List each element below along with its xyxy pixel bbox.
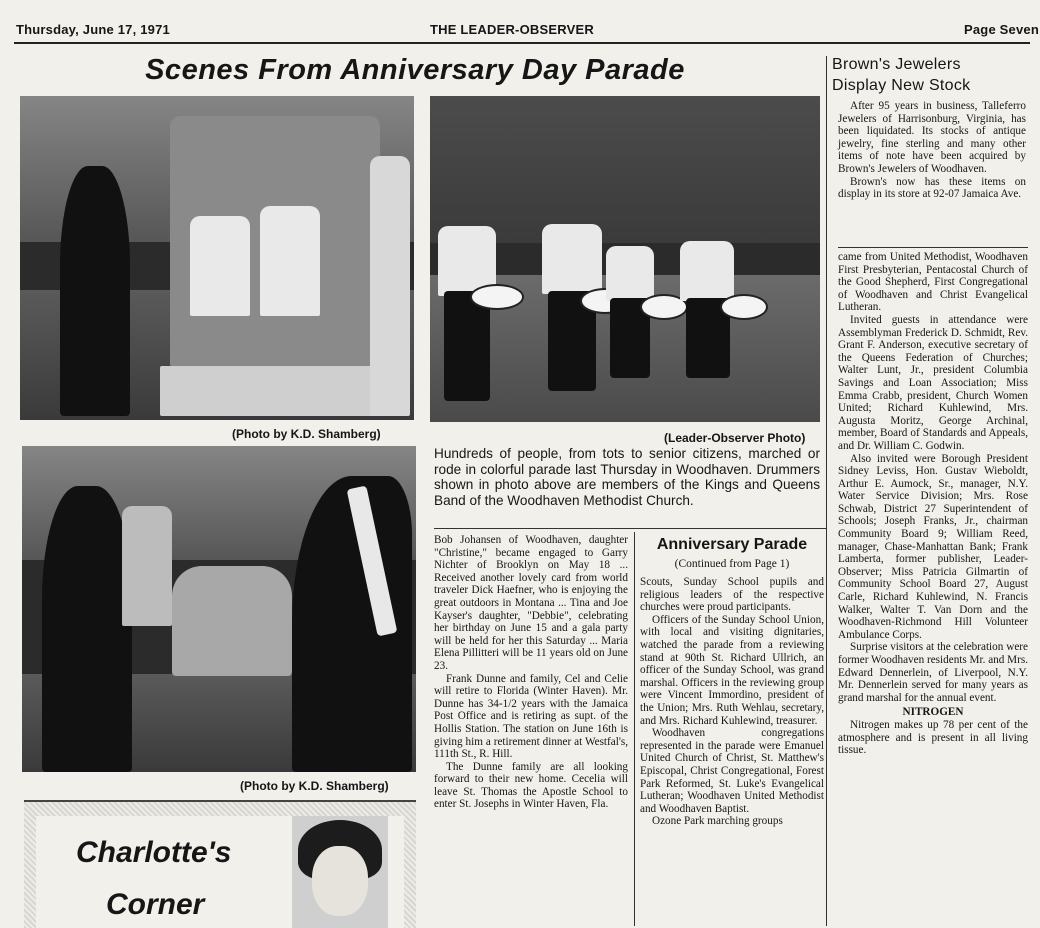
photo-credit-3: (Photo by K.D. Shamberg) <box>240 779 389 793</box>
nitrogen-title: NITROGEN <box>902 706 964 719</box>
browns-title-line1: Brown's Jewelers <box>832 56 961 73</box>
photo-credit-2: (Leader-Observer Photo) <box>664 431 806 445</box>
header-rule <box>14 42 1030 44</box>
paper-name: THE LEADER-OBSERVER <box>430 22 594 37</box>
charlotte-title-line1: Charlotte's <box>76 836 232 869</box>
column-divider <box>634 532 635 926</box>
anniversary-title: Anniversary Parade <box>656 536 808 553</box>
browns-paragraph: Brown's now has these items on display in its store at 92-07 Jamaica Ave. <box>838 175 1026 201</box>
section-rule <box>434 528 826 529</box>
browns-title <box>832 54 1032 96</box>
anniversary-paragraph: Scouts, Sunday School pupils and religious leaders of the respective churches were proud participants. <box>640 576 824 614</box>
social-column <box>434 534 628 811</box>
guests-article <box>838 251 1028 757</box>
nitrogen-text: Nitrogen makes up 78 per cent of the atmosphere and is present in all living tissue. <box>838 718 1028 757</box>
continued-note: (Continued from Page 1) <box>674 558 790 570</box>
page-headline: Scenes From Anniversary Day Parade <box>145 54 685 86</box>
column-divider-right <box>826 56 827 926</box>
browns-paragraph: After 95 years in business, Talleferro Jewelers of Harrisonburg, Virginia, has been liquidated. Its stocks of antique jewelry, fine sterling and many other items of note have been acquired by Brown's Jewelers of Woodhaven. <box>838 100 1026 175</box>
guests-paragraph: Invited guests in attendance were Assemblyman Frederick D. Schmidt, Rev. Grant F. Anderson, executive secretary of the Queens Federation of Churches; Walter Lunt, Jr., president Columbia Savings and Loan Association; Miss Emma Crabb, president, Church Women United; Richard Kuhlewind, Mrs. Augusta Moritz, George Archinal, member, Board of Standards and Appeals, and Dr. William C. Godwin. <box>838 313 1028 452</box>
browns-title-line2: Display New Stock <box>832 77 971 94</box>
charlottes-corner-box <box>24 800 416 928</box>
guests-paragraph: Surprise visitors at the celebration were former Woodhaven residents Mr. and Mrs. Edward Dennerlein, of Liverpool, N.Y. Mr. Dennerlein served for many years as grand marshal for the annual event. <box>838 641 1028 704</box>
browns-article <box>838 100 1026 201</box>
photo-credit-1: (Photo by K.D. Shamberg) <box>232 427 381 441</box>
social-paragraph: The Dunne family are all looking forward to their new home. Cecelia will leave St. Thomas the Apostle School to enter St. Josephs in Winter Haven, Fla. <box>434 760 628 811</box>
drummers-photo <box>430 96 820 422</box>
anniversary-article <box>640 576 824 828</box>
charlotte-title-line2: Corner <box>106 888 205 921</box>
crowd-photo <box>22 446 416 772</box>
anniversary-paragraph: Ozone Park marching groups <box>652 815 783 828</box>
browns-rule <box>838 247 1028 248</box>
page-number: Page Seven <box>964 22 1039 37</box>
parade-float-photo <box>20 96 414 420</box>
anniversary-paragraph: Officers of the Sunday School Union, with local and visiting dignitaries, watched the parade from a reviewing stand at 90th St. Richard Ullrich, an officer of the Sunday School, was grand marshal. Officers in the reviewing group were Vincent Immordino, president of the Union; Mrs. Ruth Wehlau, secretary, and Mrs. Richard Kuhlewind, treasurer. <box>640 613 824 727</box>
guests-paragraph: Also invited were Borough President Sidney Leviss, Hon. Gustav Wieboldt, Arthur E. Aumock, Sr., manager, N.Y. Water Service Division; Mrs. Rose Schwab, District 27 Superintendent of Schools; Joseph Franks, Jr., chairman Community Board 9; William Reed, manager, Chase-Manhattan Bank; Frank Lamberta, former publisher, Leader-Observer; Miss Patricia Gilmartin of Community School Board 27, August Carle, Richard Kuhlewind, N. Francis Walker, Walter T. Van Dorn and the Woodhaven-Richmond Hill Volunteer Ambulance Corps. <box>838 452 1028 641</box>
social-paragraph: Frank Dunne and family, Cel and Celie will retire to Florida (Winter Haven). Mr. Dunne has 34-1/2 years with the Jamaica Post Office and is retiring as supt. of the Hollis Station. The station on June 16th is giving him a retirement dinner at Westfal's, 111th St., R. Hill. <box>434 672 628 761</box>
columnist-portrait <box>292 816 388 928</box>
issue-date: Thursday, June 17, 1971 <box>16 22 170 37</box>
anniversary-paragraph: Woodhaven congregations represented in the parade were Emanuel United Church of Christ, St. Matthew's Episcopal, Christ Congregational, Forest Park Reformed, St. Luke's Evangelical Lutheran; Woodhaven United Methodist and Woodhaven Baptist. <box>640 727 824 815</box>
guests-paragraph: came from United Methodist, Woodhaven First Presbyterian, Pentacostal Church of the Good Shepherd, First Congregational of Woodhaven and Christ Evangelical Lutheran. <box>838 251 1028 314</box>
photo-caption: Hundreds of people, from tots to senior citizens, marched or rode in colorful parade last Thursday in Woodhaven. Drummers shown in photo above are members of the Kings and Queens Band of the Woodhaven Methodist Church. <box>434 446 820 508</box>
social-paragraph: Bob Johansen of Woodhaven, daughter "Christine," became engaged to Garry Nichter of Brooklyn on May 18 ... Received another lovely card from world traveler Dick Haefner, who is enjoying the great outdoors in Montana ... Tina and Joe Kayser's daughter, "Debbie", celebrating her birthday on June 15 and a gala party will be held for her this Saturday ... Maria Elena Pillitteri will be 11 years old on June 23. <box>434 534 628 672</box>
